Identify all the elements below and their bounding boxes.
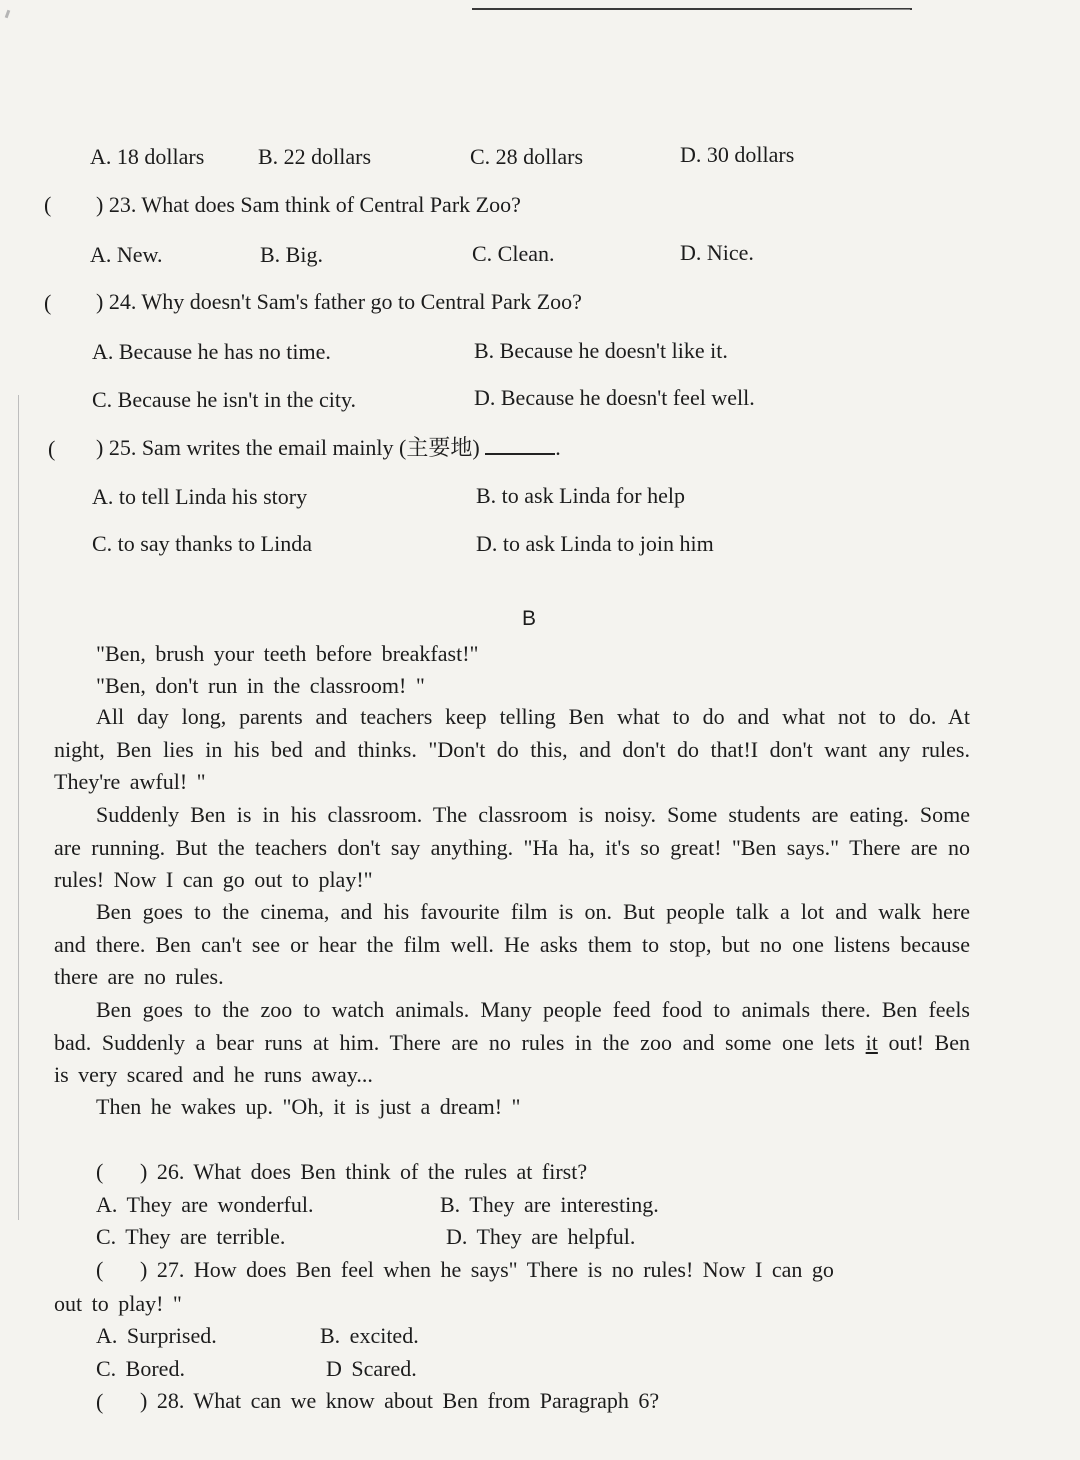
q23-option-d: D. Nice. [680, 240, 754, 265]
q24-option-c: C. Because he isn't in the city. [92, 387, 357, 412]
q25-paren: ( [48, 436, 56, 461]
q27-option-c: C. Bored. [96, 1356, 185, 1381]
q25-answer-blank [485, 437, 555, 455]
top-rule-tail [860, 9, 910, 10]
q22-option-a: A. 18 dollars [90, 144, 205, 169]
q26-stem: ) 26. What does Ben think of the rules at first? [140, 1159, 588, 1184]
q25-option-b: B. to ask Linda for help [476, 483, 685, 508]
q27-option-a: A. Surprised. [96, 1323, 217, 1348]
q28-stem: ) 28. What can we know about Ben from Paragraph 6? [140, 1388, 660, 1413]
q24-paren: ( [44, 290, 52, 315]
passage-paragraph-4: Suddenly Ben is in his classroom. The classroom is noisy. Some students are eating. Some are running. But the teachers don't say anything. "Ha ha, it's so great! "Ben says." There are no rules! Now I can go out to play!" [54, 802, 970, 892]
q25-option-d: D. to ask Linda to join him [476, 531, 714, 556]
q25-stem: ) 25. Sam writes the email mainly (主要地) [96, 435, 480, 460]
q27-option-d: D Scared. [326, 1356, 417, 1381]
top-rule [472, 8, 912, 10]
q23-option-c: C. Clean. [472, 241, 555, 266]
corner-mark [5, 10, 11, 19]
q27-stem: ) 27. How does Ben feel when he says" There is no rules! Now I can go [140, 1257, 834, 1282]
q28-paren: ( [96, 1389, 104, 1414]
q27-stem-continued: out to play! " [54, 1291, 182, 1316]
passage-line-1: "Ben, brush your teeth before breakfast!" [96, 641, 479, 666]
q23-stem: ) 23. What does Sam think of Central Park Zoo? [96, 192, 521, 217]
q26-paren: ( [96, 1159, 104, 1184]
q23-paren: ( [44, 192, 52, 217]
q24-option-a: A. Because he has no time. [92, 339, 331, 364]
passage-line-2: "Ben, don't run in the classroom! " [96, 673, 425, 698]
passage-paragraph-3: All day long, parents and teachers keep telling Ben what to do and what not to do. At night, Ben lies in his bed and thinks. "Don't do this, and don't do that!I don't want any rules. They're awful! " [54, 704, 970, 794]
q24-option-b: B. Because he doesn't like it. [474, 338, 728, 363]
paragraph-6-underlined-it: it [865, 1029, 878, 1055]
q27-option-b: B. excited. [320, 1323, 419, 1348]
page-edge-line [18, 395, 19, 1220]
q22-option-b: B. 22 dollars [258, 144, 372, 169]
q24-option-d: D. Because he doesn't feel well. [474, 385, 755, 410]
paragraph-6-text-b: out! Ben is very scared and he runs away... [54, 1029, 970, 1087]
q26-option-d: D. They are helpful. [446, 1224, 636, 1249]
q24-stem: ) 24. Why doesn't Sam's father go to Central Park Zoo? [96, 289, 582, 314]
q25-option-a: A. to tell Linda his story [92, 484, 308, 509]
passage-paragraph-6 [54, 994, 970, 1092]
q25-stem-line [96, 434, 561, 462]
q26-option-c: C. They are terrible. [96, 1224, 286, 1249]
q27-paren: ( [96, 1257, 104, 1282]
q22-option-c: C. 28 dollars [470, 144, 584, 169]
section-b-title: B [522, 607, 537, 630]
paragraph-6-text-a: Ben goes to the zoo to watch animals. Many people feed food to animals there. Ben feels bad. Suddenly a bear runs at him. There are no rules in the zoo and some one lets [54, 997, 970, 1055]
passage-paragraph-5: Ben goes to the cinema, and his favourite film is on. But people talk a lot and walk here and there. Ben can't see or hear the film well. He asks them to stop, but no one listens because there are no rules. [54, 899, 970, 989]
q23-option-a: A. New. [90, 242, 163, 267]
q26-option-b: B. They are interesting. [440, 1192, 659, 1217]
passage-paragraph-7: Then he wakes up. "Oh, it is just a dream! " [96, 1094, 521, 1119]
q23-option-b: B. Big. [260, 242, 323, 267]
q22-option-d: D. 30 dollars [680, 142, 795, 167]
q25-option-c: C. to say thanks to Linda [92, 531, 312, 556]
q25-stem-end: . [555, 435, 561, 460]
q26-option-a: A. They are wonderful. [96, 1192, 314, 1217]
